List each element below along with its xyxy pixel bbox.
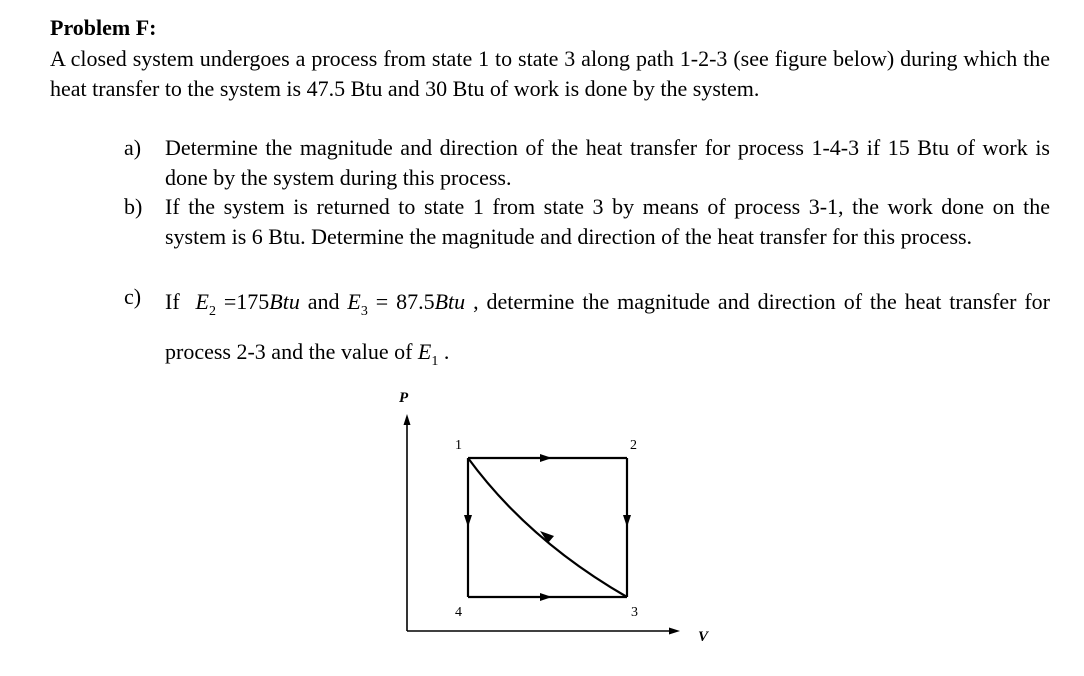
question-c-text-main: , determine the magnitude and direction of the heat transfer for process 2-3 and the value of [165, 289, 1051, 364]
question-c-and: and [299, 289, 348, 314]
energy-e3: $E_3$ [347, 289, 368, 319]
pv-diagram [380, 380, 720, 655]
energy-e2-value: =175 [215, 289, 270, 314]
arrow-1-4 [464, 515, 472, 527]
path-3-1 [468, 458, 627, 597]
arrow-4-3 [540, 593, 552, 601]
p-axis-arrowhead [404, 414, 411, 425]
energy-e3-value: = 87.5 [367, 289, 435, 314]
state-1-label: 1 [455, 438, 462, 453]
question-c-text [165, 282, 1050, 382]
question-c [124, 282, 1050, 382]
energy-e2-unit: Btu [269, 289, 300, 314]
question-c-end: . [438, 339, 450, 364]
v-axis-arrowhead [669, 628, 680, 635]
energy-e1: $E_1$ [417, 339, 439, 369]
question-b [124, 192, 1050, 251]
question-a [124, 133, 1050, 192]
pv-diagram-svg [380, 380, 720, 650]
question-a-text: Determine the magnitude and direction of the heat transfer for process 1-4-3 if 15 Btu of work is done by the system during this process. [165, 135, 1050, 190]
state-2-label: 2 [630, 438, 637, 453]
problem-statement: A closed system undergoes a process from state 1 to state 3 along path 1-2-3 (see figure below) during which the heat transfer to the system is 47.5 Btu and 30 Btu of work is done by the system. [50, 46, 1050, 101]
energy-e3-unit: Btu [434, 289, 466, 314]
arrow-1-2 [540, 454, 552, 462]
question-a-marker: a) [124, 135, 142, 160]
state-4-label: 4 [455, 605, 462, 620]
question-b-text: If the system is returned to state 1 from state 3 by means of process 3-1, the work done on the system is 6 Btu. Determine the magnitude and direction of the heat transfer for this process. [165, 194, 1050, 249]
problem-title: Problem F: [50, 15, 157, 40]
v-axis-label: V [698, 629, 709, 645]
arrow-2-3 [623, 515, 631, 527]
question-b-marker: b) [124, 194, 143, 219]
state-3-label: 3 [631, 605, 638, 620]
question-c-if: If [165, 289, 180, 314]
question-c-marker: c) [124, 284, 142, 309]
energy-e2: $E_2$ [195, 289, 216, 319]
p-axis-label: P [399, 390, 409, 406]
